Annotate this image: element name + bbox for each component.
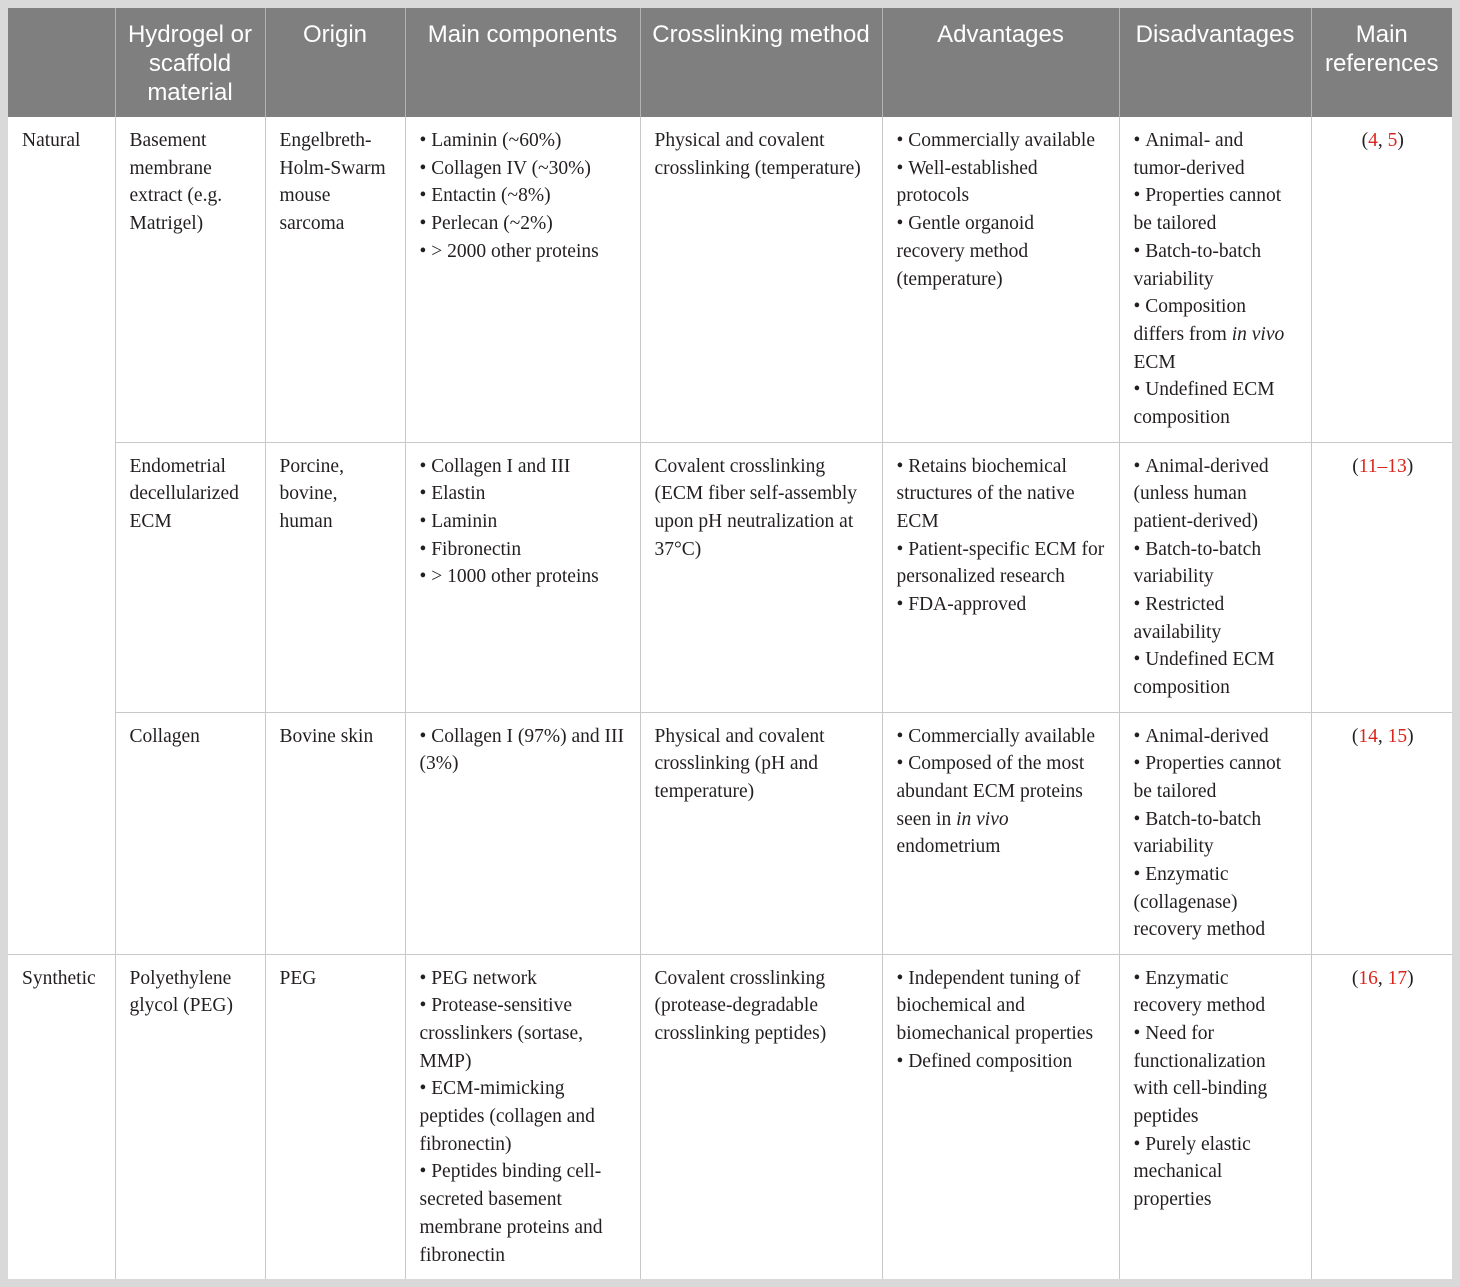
- ref-paren-open: (: [1361, 130, 1369, 151]
- advantages-cell: [882, 442, 1119, 712]
- component-item: • Peptides binding cell-secreted basement membrane proteins and fibronectin: [420, 1158, 628, 1269]
- reference-link[interactable]: 16: [1358, 967, 1378, 989]
- ref-paren-open: (: [1351, 725, 1359, 747]
- references-cell: [1311, 712, 1452, 954]
- component-item: • Fibronectin: [420, 536, 628, 564]
- advantage-item: • Composed of the most abundant ECM proteins seen in in vivo endometrium: [897, 750, 1107, 861]
- header-crosslinking: Crosslinking method: [640, 8, 882, 117]
- header-disadvantages: Disadvantages: [1119, 8, 1311, 117]
- group-label-synthetic: Synthetic: [8, 954, 115, 1279]
- component-item: • PEG network: [420, 965, 628, 993]
- header-group: [8, 8, 115, 117]
- ref-separator: ,: [1377, 725, 1388, 747]
- advantage-item: • Commercially available: [897, 723, 1107, 751]
- ref-paren-close: ): [1407, 967, 1414, 989]
- material-cell: [115, 117, 265, 442]
- references-cell: [1311, 954, 1452, 1279]
- ref-paren-close: ): [1397, 130, 1404, 151]
- ref-paren-open: (: [1352, 455, 1359, 477]
- disadvantages-cell: [1119, 442, 1311, 712]
- disadvantage-item: • Animal-derived: [1134, 723, 1299, 751]
- components-cell: [405, 954, 640, 1279]
- crosslinking-cell: Covalent crosslinking (protease-degradable crosslinking peptides): [640, 954, 882, 1279]
- ref-paren-close: ): [1406, 455, 1414, 477]
- header-material: Hydrogel or scaffold material: [115, 8, 265, 117]
- advantage-item: • FDA-approved: [897, 591, 1107, 619]
- component-item: • ECM-mimicking peptides (collagen and fibronectin): [420, 1075, 628, 1158]
- table-row: [8, 954, 1452, 1279]
- disadvantage-item: • Undefined ECM composition: [1134, 376, 1299, 431]
- advantage-item: • Gentle organoid recovery method (temperature): [897, 210, 1107, 293]
- origin-cell: PEG: [265, 954, 405, 1279]
- components-cell: [405, 117, 640, 442]
- disadvantages-cell: [1119, 117, 1311, 442]
- advantages-cell: [882, 954, 1119, 1279]
- crosslinking-cell: Physical and covalent crosslinking (temperature): [640, 117, 882, 442]
- advantage-item: • Commercially available: [897, 127, 1107, 155]
- disadvantage-item: • Batch-to-batch variability: [1134, 238, 1299, 293]
- header-references: Main references: [1311, 8, 1452, 117]
- hydrogel-comparison-table: [8, 8, 1452, 1279]
- component-item: • Collagen I (97%) and III (3%): [420, 723, 628, 778]
- disadvantage-item: • Animal- and tumor-derived: [1134, 127, 1299, 182]
- crosslinking-cell: Physical and covalent crosslinking (pH and temperature): [640, 712, 882, 954]
- reference-link[interactable]: 5: [1387, 130, 1398, 151]
- advantage-item: • Defined composition: [897, 1048, 1107, 1076]
- table-frame: [8, 8, 1452, 1279]
- disadvantage-item: • Need for functionalization with cell-binding peptides: [1134, 1020, 1299, 1131]
- disadvantage-item: • Properties cannot be tailored: [1134, 182, 1299, 237]
- disadvantage-item: • Properties cannot be tailored: [1134, 750, 1299, 805]
- disadvantage-item: • Purely elastic mechanical properties: [1134, 1131, 1299, 1214]
- header-origin: Origin: [265, 8, 405, 117]
- reference-link[interactable]: 11: [1358, 455, 1378, 477]
- reference-link[interactable]: 15: [1387, 725, 1408, 747]
- group-label-natural: Natural: [22, 130, 81, 151]
- table-header: [8, 8, 1452, 117]
- disadvantage-item: • Batch-to-batch variability: [1134, 806, 1299, 861]
- reference-link[interactable]: 14: [1358, 725, 1378, 747]
- table-row: [8, 117, 1452, 442]
- references-cell: [1311, 117, 1452, 442]
- component-item: • > 1000 other proteins: [420, 563, 628, 591]
- ref-separator: ,: [1377, 130, 1388, 151]
- component-item: • Entactin (~8%): [420, 182, 628, 210]
- material-cell: Endometrial decellularized ECM: [115, 442, 265, 712]
- material-cell: Collagen: [115, 712, 265, 954]
- disadvantages-cell: [1119, 954, 1311, 1279]
- references-cell: [1311, 442, 1452, 712]
- disadvantage-item: • Enzymatic recovery method: [1134, 965, 1299, 1020]
- crosslinking-cell: Covalent crosslinking (ECM fiber self-assembly upon pH neutralization at 37°C): [640, 442, 882, 712]
- component-item: • Collagen IV (~30%): [420, 155, 628, 183]
- component-item: • Perlecan (~2%): [420, 210, 628, 238]
- component-item: • Elastin: [420, 480, 628, 508]
- material-cell: Polyethylene glycol (PEG): [115, 954, 265, 1279]
- origin-cell: Engelbreth-Holm-Swarm mouse sarcoma: [265, 117, 405, 442]
- header-components: Main components: [405, 8, 640, 117]
- disadvantages-cell: [1119, 712, 1311, 954]
- material-text: Basement membrane extract (e.g. Matrigel): [129, 130, 223, 235]
- disadvantage-item: • Animal-derived (unless human patient-derived): [1134, 453, 1299, 536]
- table-body: [8, 117, 1452, 1279]
- disadvantage-item: • Batch-to-batch variability: [1134, 536, 1299, 591]
- advantage-item: • Independent tuning of biochemical and biomechanical properties: [897, 965, 1107, 1048]
- origin-cell: Bovine skin: [265, 712, 405, 954]
- component-item: • Protease-sensitive crosslinkers (sortase, MMP): [420, 992, 628, 1075]
- table-row: [8, 712, 1452, 954]
- ref-separator: –: [1377, 455, 1388, 477]
- component-item: • Collagen I and III: [420, 453, 628, 481]
- ref-paren-open: (: [1351, 967, 1359, 989]
- disadvantage-item: • Composition differs from in vivo ECM: [1134, 293, 1299, 376]
- origin-cell: Porcine, bovine, human: [265, 442, 405, 712]
- disadvantage-item: • Enzymatic (collagenase) recovery method: [1134, 861, 1299, 944]
- ref-paren-close: ): [1407, 725, 1414, 747]
- component-item: • Laminin (~60%): [420, 127, 628, 155]
- disadvantage-item: • Restricted availability: [1134, 591, 1299, 646]
- component-item: • > 2000 other proteins: [420, 238, 628, 266]
- ref-separator: ,: [1377, 967, 1388, 989]
- reference-link[interactable]: 13: [1387, 455, 1407, 477]
- table-row: [8, 442, 1452, 712]
- advantage-item: • Retains biochemical structures of the native ECM: [897, 453, 1107, 536]
- advantage-item: • Well-established protocols: [897, 155, 1107, 210]
- advantages-cell: [882, 117, 1119, 442]
- components-cell: [405, 442, 640, 712]
- reference-link[interactable]: 4: [1368, 130, 1378, 151]
- components-cell: [405, 712, 640, 954]
- header-advantages: Advantages: [882, 8, 1119, 117]
- disadvantage-item: • Undefined ECM composition: [1134, 646, 1299, 701]
- advantages-cell: [882, 712, 1119, 954]
- reference-link[interactable]: 17: [1387, 967, 1408, 989]
- advantage-item: • Patient-specific ECM for personalized research: [897, 536, 1107, 591]
- component-item: • Laminin: [420, 508, 628, 536]
